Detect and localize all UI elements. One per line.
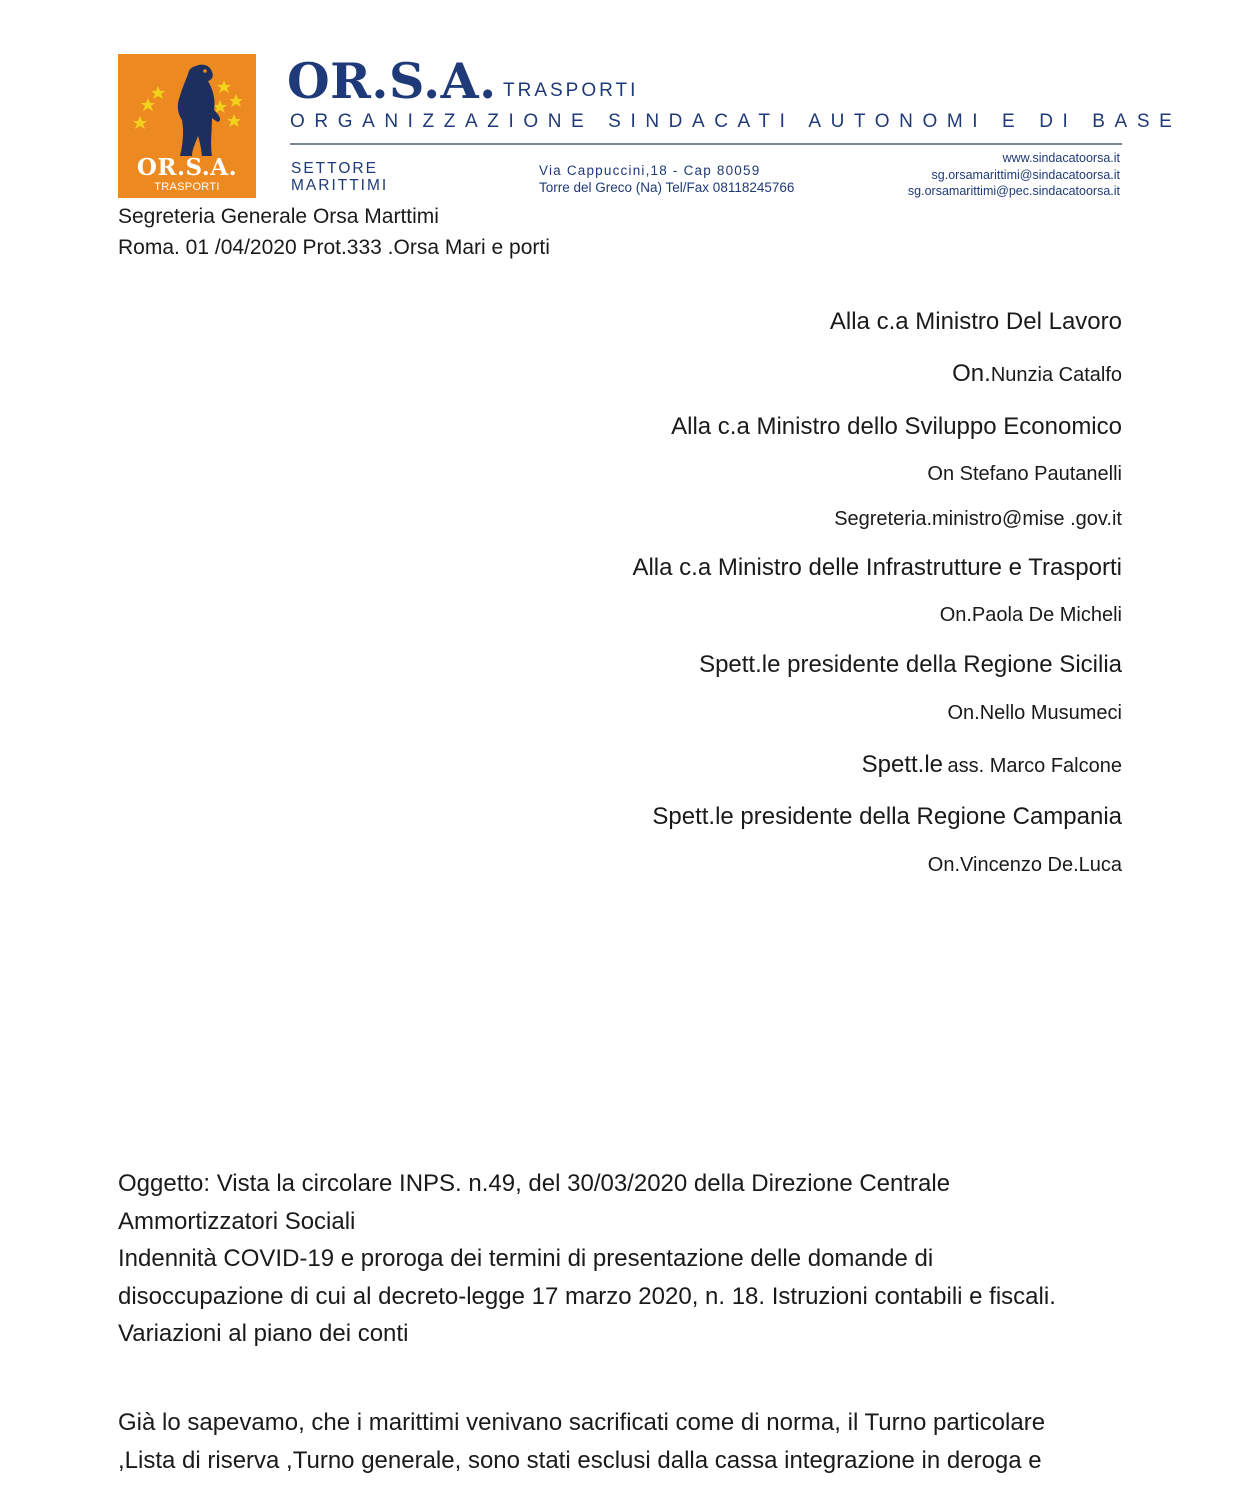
subject-line: Ammortizzatori Sociali — [118, 1207, 356, 1235]
body-line: ,Lista di riserva ,Turno generale, sono stati esclusi dalla cassa integrazione in deroga e — [118, 1446, 1042, 1474]
logo-text: OR.S.A. — [136, 154, 238, 181]
recipient-economic-minister: Alla c.a Ministro dello Sviluppo Economico — [671, 413, 1122, 440]
address-line-1: Via Cappuccini,18 - Cap 80059 — [539, 163, 761, 178]
recipient-transport-minister-name: On.Paola De Micheli — [939, 604, 1122, 626]
sector-line-1: SETTORE — [291, 160, 378, 177]
email-link[interactable]: sg.orsamarittimi@sindacatoorsa.it — [931, 167, 1120, 182]
person-name: Nunzia Catalfo — [990, 364, 1122, 386]
subject-line: Variazioni al piano dei conti — [118, 1320, 409, 1347]
organization-name: ORGANIZZAZIONE SINDACATI AUTONOMI E DI BASE — [290, 111, 1182, 132]
recipient-sicily-president: Spett.le presidente della Regione Sicilia — [699, 651, 1122, 678]
date-protocol: Roma. 01 /04/2020 Prot.333 .Orsa Mari e porti — [118, 236, 550, 259]
subject-block — [118, 1165, 1128, 1353]
recipient-labour-minister: Alla c.a Ministro Del Lavoro — [829, 308, 1122, 335]
salutation: Spett.le — [861, 751, 944, 778]
brand-name: OR.S.A. — [287, 52, 497, 110]
body-line: Già lo sapevamo, che i marittimi venivano sacrificati come di norma, il Turno particolare — [118, 1409, 1046, 1436]
sector-label — [291, 160, 388, 194]
address-block — [539, 162, 794, 196]
brand-subtitle: TRASPORTI — [503, 80, 639, 101]
header-divider — [290, 143, 1122, 145]
subject-line: Indennità COVID-19 e proroga dei termini di presentazione delle domande di — [118, 1245, 934, 1272]
sender-office: Segreteria Generale Orsa Marttimi — [118, 205, 439, 228]
contact-block — [830, 150, 1120, 200]
website-link[interactable]: www.sindacatoorsa.it — [1002, 151, 1120, 165]
recipient-assessor — [862, 751, 1122, 779]
recipient-email[interactable]: Segreteria.ministro@mise .gov.it — [834, 508, 1122, 530]
recipient-campania-president-name: On.Vincenzo De.Luca — [927, 854, 1122, 876]
recipient-labour-minister-name — [952, 360, 1122, 388]
orsa-logo — [118, 54, 256, 198]
recipient-sicily-president-name: On.Nello Musumeci — [947, 702, 1122, 724]
recipient-transport-minister: Alla c.a Ministro delle Infrastrutture e Trasporti — [632, 554, 1122, 581]
sender-block — [118, 201, 550, 263]
bear-logo-icon — [126, 58, 250, 162]
recipient-campania-president: Spett.le presidente della Regione Campania — [652, 803, 1122, 830]
subject-line: disoccupazione di cui al decreto-legge 17 marzo 2020, n. 18. Istruzioni contabili e fiscali. — [118, 1282, 1056, 1310]
address-line-2: Torre del Greco (Na) Tel/Fax 08118245766 — [539, 180, 795, 195]
body-paragraph — [118, 1404, 1128, 1479]
recipient-economic-minister-name: On Stefano Pautanelli — [927, 463, 1122, 485]
sector-line-2: MARITTIMI — [291, 177, 389, 194]
person-name: ass. Marco Falcone — [947, 755, 1122, 777]
subject-line: Oggetto: Vista la circolare INPS. n.49, del 30/03/2020 della Direzione Centrale — [118, 1170, 951, 1197]
pec-email-link[interactable]: sg.orsamarittimi@pec.sindacatoorsa.it — [907, 184, 1120, 198]
honorific: On. — [952, 360, 991, 387]
logo-subtitle: TRASPORTI — [154, 181, 220, 193]
